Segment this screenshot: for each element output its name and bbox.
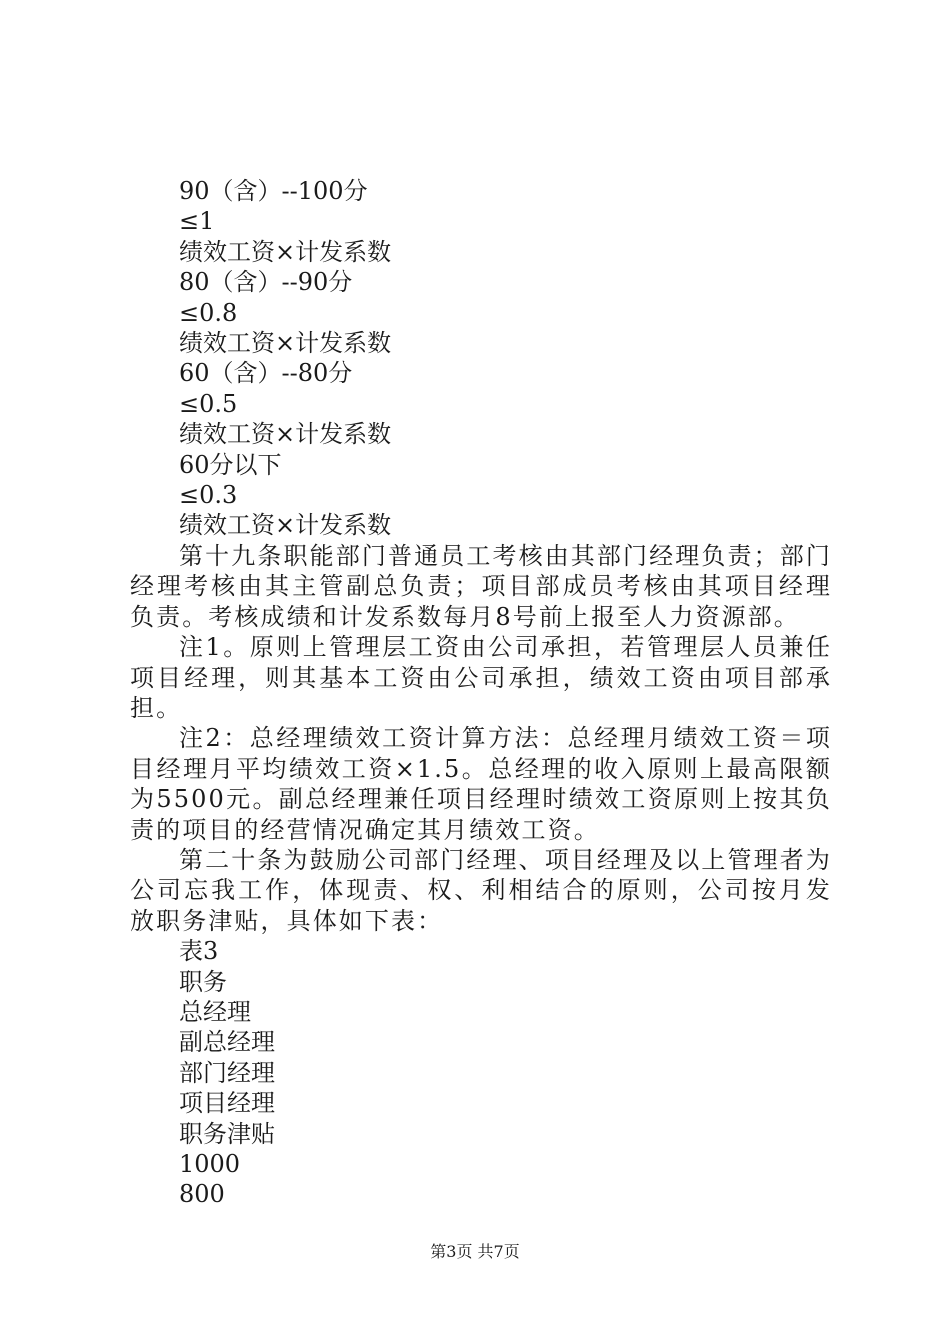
table-3-cell: 部门经理	[179, 1058, 275, 1087]
table-3-cell: 总经理	[179, 997, 251, 1026]
page-footer: 第3页 共7页	[430, 1242, 520, 1261]
formula-text: 绩效工资×计发系数	[179, 237, 392, 266]
formula-text: 绩效工资×计发系数	[179, 329, 392, 358]
score-range-90-100: 90（含）--100分	[179, 177, 368, 205]
formula-text: 绩效工资×计发系数	[179, 511, 392, 540]
table-3-cell: 副总经理	[179, 1028, 275, 1057]
formula-text: 绩效工资×计发系数	[179, 420, 392, 449]
article-20-paragraph: 第二十条为鼓励公司部门经理、项目经理及以上管理者为公司忘我工作，体现责、权、利相结合的原则，公司按月发放职务津贴，具体如下表：	[130, 845, 832, 935]
table-3	[130, 936, 832, 1210]
coefficient-0-8: ≤0.8	[179, 298, 238, 327]
table-3-header-allowance: 职务津贴	[179, 1119, 275, 1148]
coefficient-0-5: ≤0.5	[179, 389, 238, 418]
score-table	[130, 176, 832, 541]
score-range-80-90: 80（含）--90分	[179, 268, 353, 297]
document-body	[130, 176, 832, 1210]
table-3-caption: 表3	[179, 937, 219, 966]
article-19-paragraph: 第十九条职能部门普通员工考核由其部门经理负责；部门经理考核由其主管副总负责；项目部成员考核由其项目经理负责。考核成绩和计发系数每月8号前上报至人力资源部。	[130, 541, 832, 631]
table-3-header-position: 职务	[179, 967, 227, 996]
coefficient-1: ≤1	[179, 207, 215, 236]
coefficient-0-3: ≤0.3	[179, 481, 238, 510]
note-1-paragraph: 注1。原则上管理层工资由公司承担，若管理层人员兼任项目经理，则其基本工资由公司承担，绩效工资由项目部承担。	[130, 633, 832, 722]
note-2-paragraph: 注2：总经理绩效工资计算方法：总经理月绩效工资＝项目经理月平均绩效工资×1.5。总经理的收入原则上最高限额为5500元。副总经理兼任项目经理时绩效工资原则上按其负责的项目的经营情况确定其月绩效工资。	[130, 724, 832, 844]
score-range-below-60: 60分以下	[179, 450, 282, 479]
table-3-cell: 项目经理	[179, 1089, 275, 1118]
score-range-60-80: 60（含）--80分	[179, 359, 353, 388]
table-3-cell: 800	[179, 1180, 225, 1209]
table-3-cell: 1000	[179, 1150, 241, 1178]
